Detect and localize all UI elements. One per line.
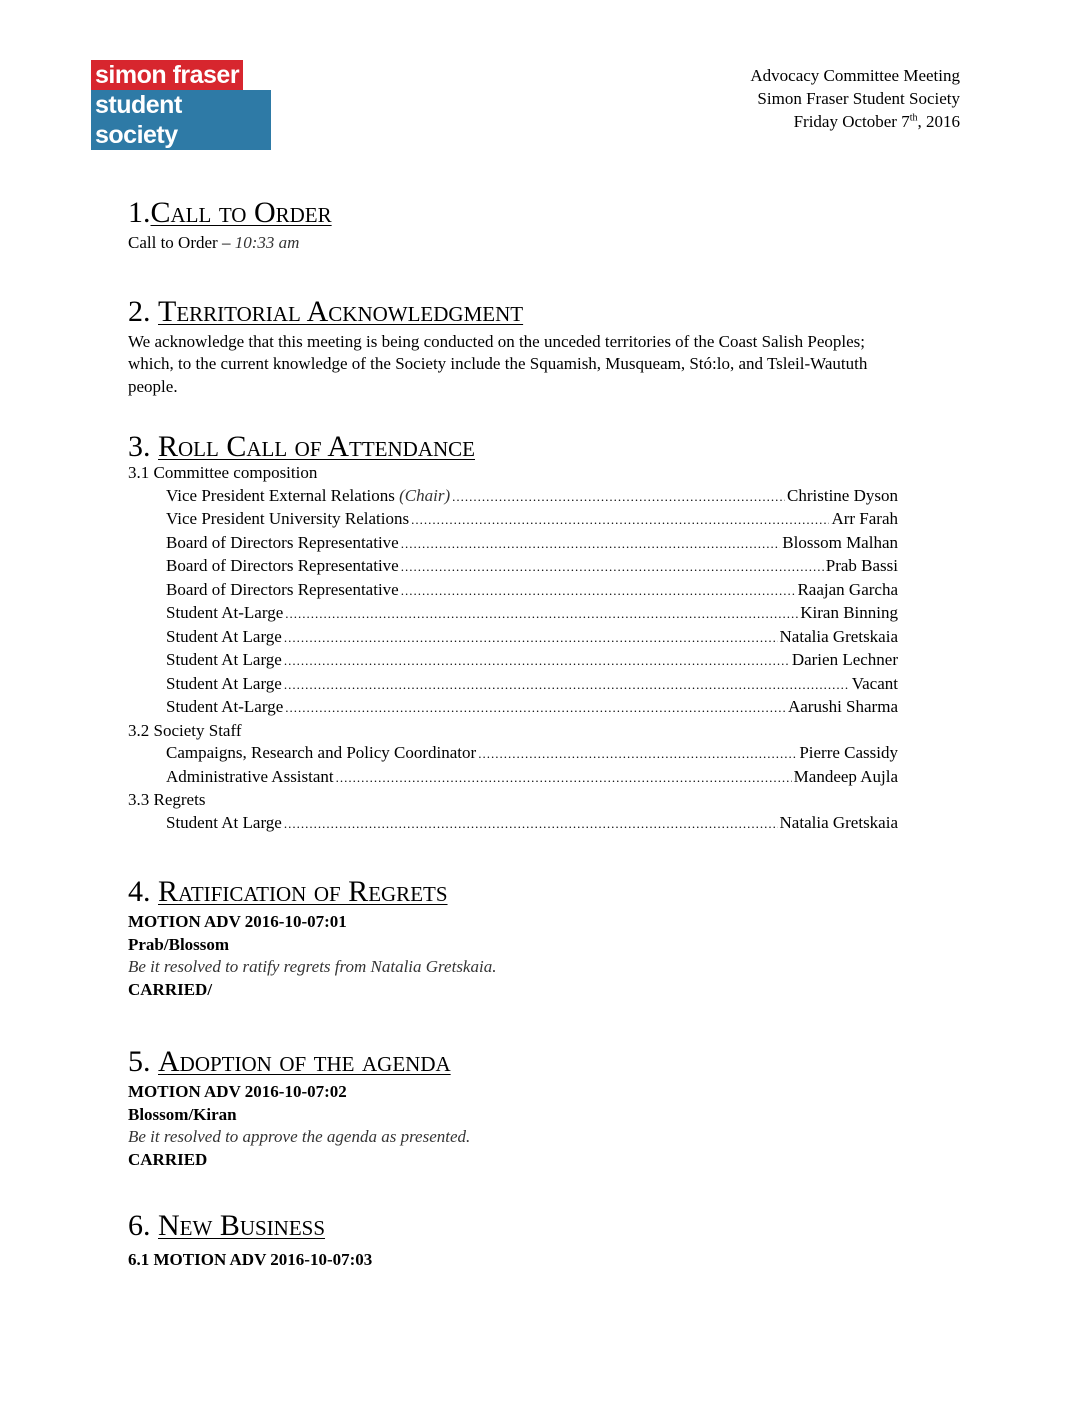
attendance-row [128,555,898,579]
territorial-acknowledgment-text: We acknowledge that this meeting is being conducted on the unceded territories of the Coast Salish Peoples; which, to the current knowledge of the Society include the Squamish, Musqueam, Stó:lo, and Tsleil-Waututh people. [128,331,868,396]
attendee-role: Vice President University Relations [166,509,410,528]
sfss-logo [91,60,271,150]
attendance-row [128,626,898,650]
attendee-name: Pierre Cassidy [799,743,898,762]
motion-number: 6.1 MOTION ADV 2016-10-07:03 [128,1250,373,1269]
attendee-role: Student At-Large [166,603,284,622]
section-4-heading: 4. Ratification of Regrets [128,875,448,908]
section-5-heading: 5. Adoption of the agenda [128,1045,451,1078]
attendee-role: Student At Large [166,673,282,693]
section-2-heading: 2. Territorial Acknowledgment [128,294,524,328]
logo-line-2: student society [91,90,271,150]
attendee-role: Board of Directors Representative [166,532,399,552]
attendee-name: Natalia Gretskaia [779,626,898,646]
attendee-role: Student At Large [166,650,282,669]
attendee-name: Mandeep Aujla [793,766,898,786]
header-date: Friday October 7th, 2016 [793,112,960,131]
attendee-role: Student At Large [166,812,282,832]
attendance-row [128,579,898,603]
motion-resolution: Be it resolved to approve the agenda as presented. [128,1127,471,1146]
attendee-name: Raajan Garcha [797,579,898,599]
attendance-row [128,812,898,836]
attendee-name: Christine Dyson [787,485,898,505]
dot-leader [411,509,829,532]
attendee-name: Vacant [851,673,898,693]
attendance-row [128,602,898,626]
regrets-label: 3.3 Regrets [128,790,206,809]
motion-number: MOTION ADV 2016-10-07:01 [128,912,347,931]
section-3-heading: 3. Roll Call of Attendance [128,430,475,463]
committee-composition-list [128,485,898,720]
meeting-header [750,64,960,133]
logo-line-1: simon fraser [91,60,243,90]
attendee-role: Campaigns, Research and Policy Coordinator [166,743,477,762]
dot-leader [401,533,781,556]
attendance-row [128,673,898,697]
dot-leader [285,603,798,626]
regrets-list [128,812,898,836]
attendee-name: Prab Bassi [825,556,898,575]
attendee-role: Student At Large [166,626,282,646]
dot-leader [285,697,786,720]
attendee-role: Vice President External Relations (Chair) [166,485,451,505]
dot-leader [284,674,850,697]
attendee-role: Board of Directors Representative [166,579,399,599]
attendance-row [128,485,898,509]
dot-leader [284,650,790,673]
attendee-name: Arr Farah [831,509,898,528]
attendee-role: Student At-Large [166,697,284,716]
dot-leader [284,627,778,650]
attendee-name: Darien Lechner [791,650,898,669]
motion-result: CARRIED [128,1149,208,1169]
attendee-name: Aarushi Sharma [787,697,898,716]
attendance-row [128,696,898,720]
attendee-role: Administrative Assistant [166,766,334,786]
attendee-role: Board of Directors Representative [166,556,399,575]
header-meeting-name: Advocacy Committee Meeting [750,66,960,85]
society-staff-label: 3.2 Society Staff [128,720,242,740]
committee-composition-label: 3.1 Committee composition [128,463,318,482]
society-staff-list [128,742,898,789]
attendance-row [128,508,898,532]
section-1-heading: 1.Call to Order [128,196,332,229]
motion-resolution: Be it resolved to ratify regrets from Natalia Gretskaia. [128,957,497,976]
dot-leader [478,743,797,766]
attendee-name: Natalia Gretskaia [779,812,898,832]
motion-movers: Blossom/Kiran [128,1104,237,1124]
attendance-row [128,649,898,673]
attendee-name: Kiran Binning [800,603,898,622]
dot-leader [401,556,824,579]
dot-leader [284,813,778,836]
attendance-row [128,766,898,790]
section-6-heading: 6. New Business [128,1209,326,1242]
motion-result: CARRIED/ [128,979,213,999]
motion-number: MOTION ADV 2016-10-07:02 [128,1082,347,1101]
dot-leader [401,580,796,603]
minutes-body [128,194,898,1272]
attendee-name: Blossom Malhan [782,532,898,552]
call-to-order-text: Call to Order – 10:33 am [128,233,300,252]
header-organization: Simon Fraser Student Society [757,89,960,108]
call-to-order-time: 10:33 am [234,233,300,252]
dot-leader [336,767,792,790]
motion-movers: Prab/Blossom [128,934,230,954]
attendance-row [128,532,898,556]
attendee-role-note: (Chair) [399,485,451,505]
attendance-row [128,742,898,766]
dot-leader [452,486,785,509]
